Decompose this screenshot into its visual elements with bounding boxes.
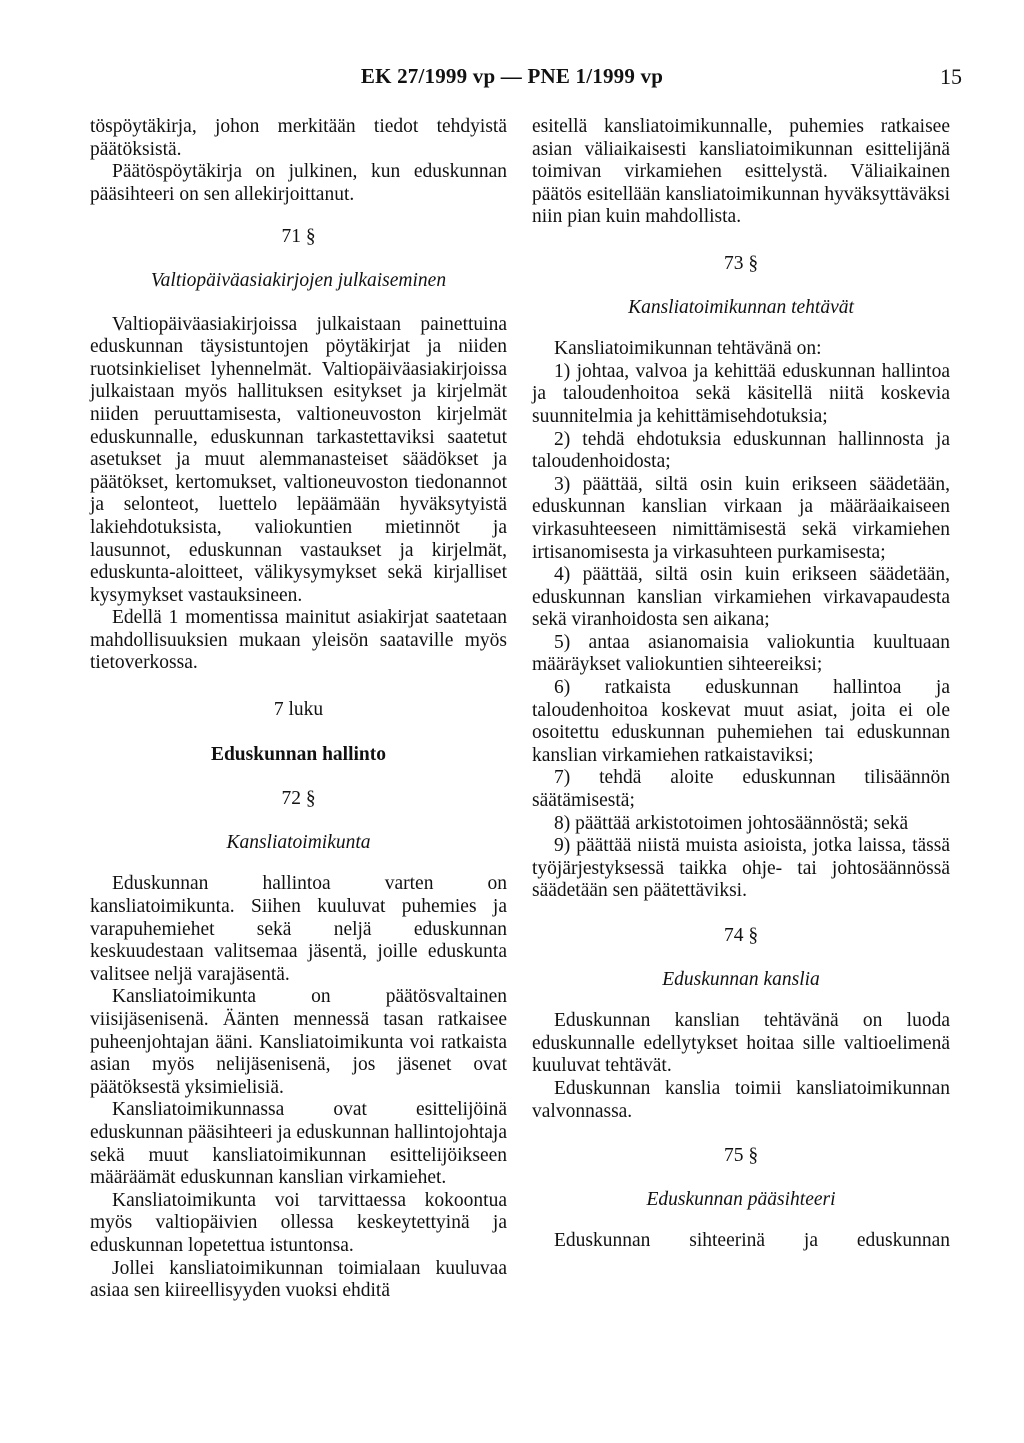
list-item: 2) tehdä ehdotuksia eduskunnan hallinnosta ja taloudenhoidosta; (532, 428, 950, 473)
paragraph: Edellä 1 momentissa mainitut asiakirjat saatetaan mahdollisuuksien mukaan yleisön saataville myös tietoverkossa. (90, 607, 507, 674)
list-item: 3) päättää, siltä osin kuin erikseen säädetään, eduskunnan kanslian virkaan ja määräaikaiseen virkasuhteeseen nimittämisestä sekä virkamiehen irtisanomisesta ja virkasuhteen purkamisesta; (532, 473, 950, 563)
list-item: 6) ratkaista eduskunnan hallintoa ja taloudenhoitoa koskevat muut asiat, joita ei ole osoitettu eduskunnan puhemiehen tai eduskunnan kanslian virkamiehen ratkaistaviksi; (532, 677, 950, 766)
section-title: Eduskunnan pääsihteeri (646, 1188, 836, 1210)
chapter-title: Eduskunnan hallinto (210, 743, 387, 765)
list-item: 1) johtaa, valvoa ja kehittää eduskunnan hallintoa ja taloudenhoitoa sekä käsitellä niitä koskevia suunnitelmia ja kehittämisehdotuksia; (532, 360, 950, 427)
right-column (532, 116, 950, 1253)
section-title: Kansliatoimikunta (226, 831, 371, 853)
paragraph: Eduskunnan hallintoa varten on kansliatoimikunta. Siihen kuuluvat puhemies ja varapuhemiehet sekä neljä eduskunnan keskuudestaan valitsemaa jäsentä, joille eduskunta valitsee neljä varajäsentä. (90, 873, 507, 985)
section-number: 71 § (281, 226, 316, 248)
paragraph: Eduskunnan kanslian tehtävänä on luoda eduskunnalle edellytykset hoitaa sille valtioelimenä kuuluvat tehtävät. (532, 1010, 950, 1077)
paragraph: Kansliatoimikunnassa ovat esittelijöinä eduskunnan pääsihteeri ja eduskunnan hallintojohtaja sekä muut kansliatoimikunnan esittelijöikseen määräämät eduskunnan kanslian virkamiehet. (90, 1099, 507, 1189)
paragraph: Kansliatoimikunnan tehtävänä on: (554, 338, 822, 360)
list-item: 5) antaa asianomaisia valiokuntia kuultuaan määräykset valiokuntien sihteereiksi; (532, 631, 950, 676)
paragraph: Valtiopäiväasiakirjoissa julkaistaan painettuina eduskunnan täysistuntojen pöytäkirjat ja niiden ruotsinkieliset lyhennelmät. Valtiopäiväasiakirjoissa julkaistaan myös hallituksen esitykset ja kirjelmät niiden peruuttamisesta, valtioneuvoston kirjelmät eduskunnalle, eduskunnan tarkastettaviksi saatetut asetukset ja muut alemmanasteiset säädökset ja päätökset, kertomukset, valtioneuvoston tiedonannot ja selonteot, luettelo lepäämään hyväksytyistä lakiehdotuksista, valiokuntien mietinnöt ja lausunnot, eduskunnan vastaukset ja kirjelmät, eduskunta-aloitteet, välikysymykset sekä kirjalliset kysymykset vastauksineen. (90, 313, 507, 606)
section-number: 73 § (723, 252, 759, 274)
list-item: 9) päättää niistä muista asioista, jotka laissa, tässä työjärjestyksessä taikka ohje- tai johtosäännössä säädetään sen päätettäviksi. (532, 835, 950, 902)
left-column (90, 116, 507, 1303)
paragraph: Kansliatoimikunta voi tarvittaessa kokoontua myös valtiopäivien ollessa keskeytettyinä ja eduskunnan lopetettua istuntonsa. (90, 1189, 507, 1256)
running-title: EK 27/1999 vp — PNE 1/1999 vp (360, 64, 664, 88)
section-title: Kansliatoimikunnan tehtävät (628, 296, 854, 318)
section-number: 75 § (723, 1145, 759, 1167)
list-item: 4) päättää, siltä osin kuin erikseen säädetään, eduskunnan kanslian virkamiehen virkavapaudesta sekä viranhoidosta sen aikana; (532, 564, 950, 631)
list-item: 7) tehdä aloite eduskunnan tilisäännön säätämisestä; (532, 767, 950, 812)
paragraph: esitellä kansliatoimikunnalle, puhemies ratkaisee asian väliaikaisesti kansliatoimikunnan esittelijänä toimivan virkamiehen esittelystä. Väliaikainen päätös esitellään kansliatoimikunnan hyväksyttäväksi niin pian kuin mahdollista. (532, 116, 950, 228)
paragraph: Päätöspöytäkirja on julkinen, kun eduskunnan pääsihteeri on sen allekirjoittanut. (90, 161, 507, 205)
paragraph: Eduskunnan kanslia toimii kansliatoimikunnan valvonnassa. (532, 1077, 950, 1122)
section-number: 72 § (281, 788, 316, 810)
section-title: Valtiopäiväasiakirjojen julkaiseminen (150, 269, 447, 291)
section-number: 74 § (723, 925, 759, 946)
section-title: Eduskunnan kanslia (662, 968, 820, 990)
list-item: 8) päättää arkistotoimen johtosäännöstä; sekä (554, 812, 909, 834)
paragraph: Jollei kansliatoimikunnan toimialaan kuuluvaa asiaa sen kiireellisyyden vuoksi ehditä (90, 1257, 507, 1302)
page-header (0, 64, 1024, 98)
chapter-number: 7 luku (273, 699, 324, 721)
paragraph: töspöytäkirja, johon merkitään tiedot tehdyistä päätöksistä. (90, 116, 507, 160)
page-number: 15 (940, 64, 962, 89)
paragraph: Kansliatoimikunta on päätösvaltainen viisijäsenisenä. Äänten mennessä tasan ratkaisee puheenjohtajan ääni. Kansliatoimikunta voi ratkaista asian myös nelijäsenisenä, jos jäsenet ovat päätöksestä yksimielisiä. (90, 986, 507, 1098)
paragraph: Eduskunnan sihteerinä ja eduskunnan (554, 1230, 950, 1252)
